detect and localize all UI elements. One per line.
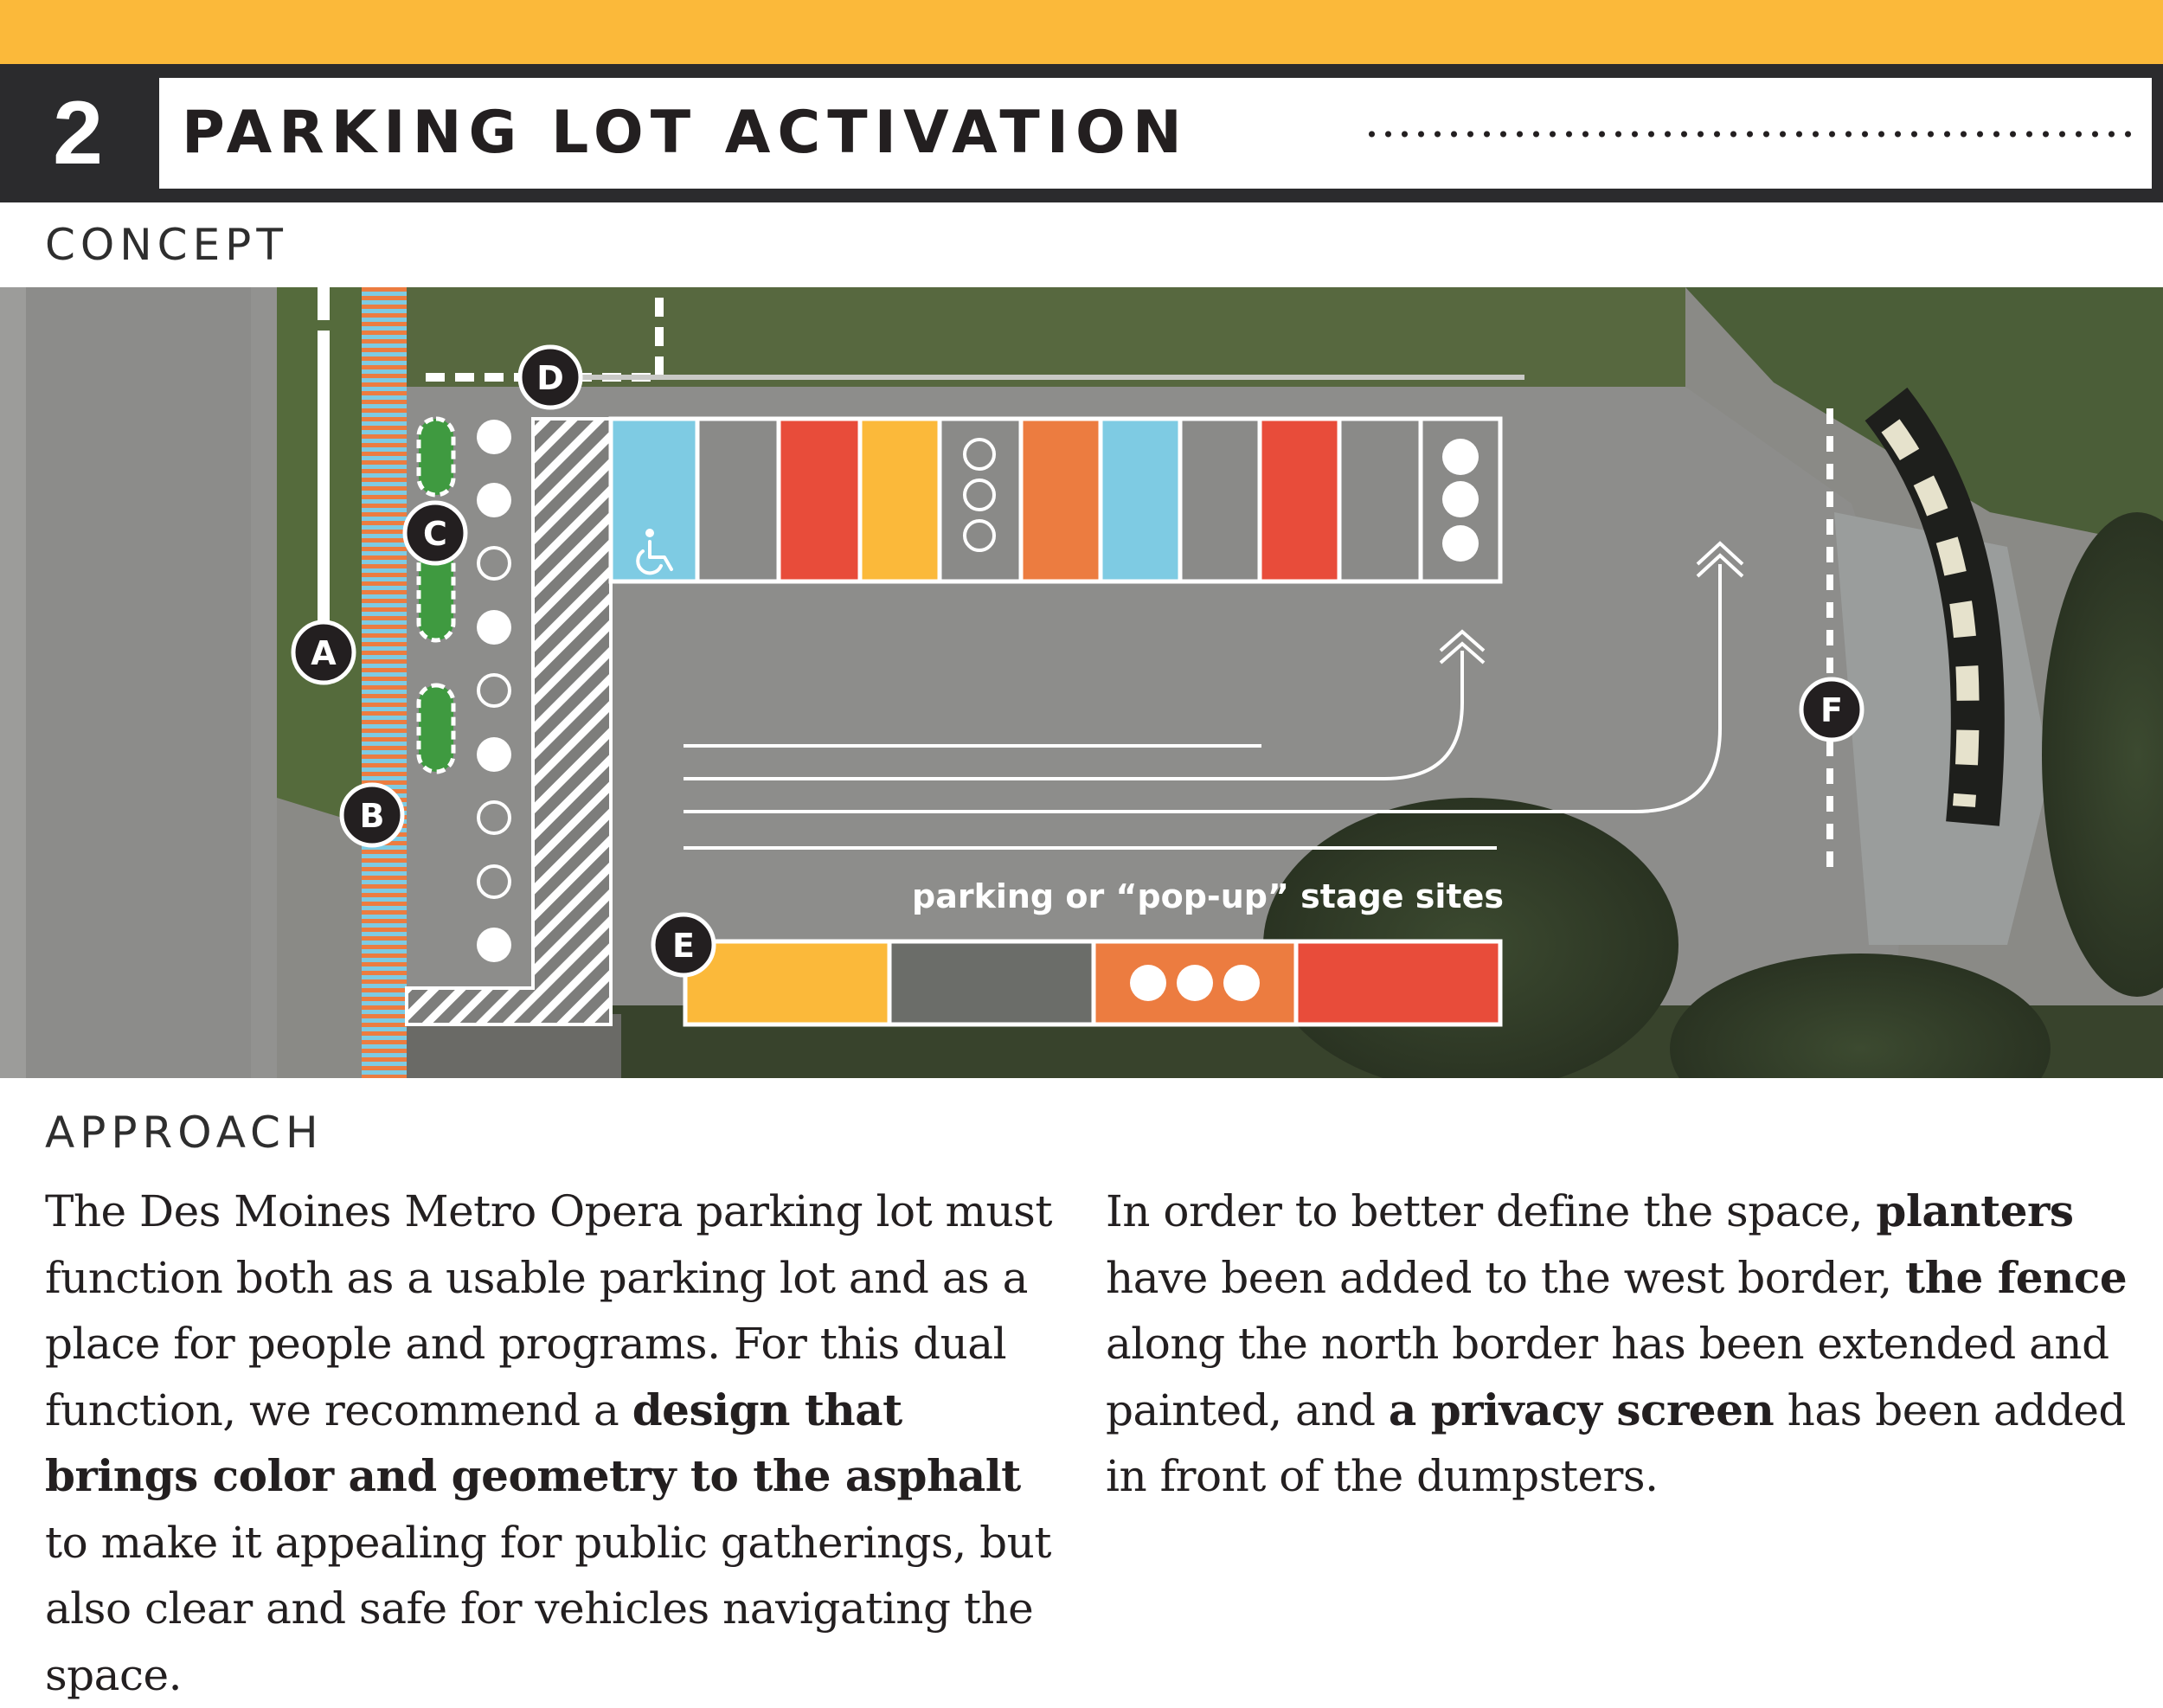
body-text-run: to make it appealing for public gatherings, but also clear and safe for vehicles navigating the space. xyxy=(45,1517,1051,1700)
body-text-run: have been added to the west border, xyxy=(1106,1252,1906,1303)
emphasis-text: design that brings color and geometry to the asphalt xyxy=(45,1384,1021,1501)
parking-row-top xyxy=(611,419,1500,581)
dot xyxy=(1442,439,1479,475)
popup-stage-row xyxy=(685,941,1500,1024)
title-dotted-rule xyxy=(1364,131,2138,138)
dot xyxy=(477,610,511,645)
stall xyxy=(1260,419,1339,581)
marker-b-striped-path xyxy=(359,287,407,1078)
dot xyxy=(477,928,511,962)
approach-paragraph-right xyxy=(1106,1178,2135,1510)
emphasis-text: the fence xyxy=(1905,1251,2128,1303)
body-text-run: along the north border has been extended and painted, and xyxy=(1106,1319,2109,1435)
approach-heading: APPROACH xyxy=(45,1108,324,1158)
stall xyxy=(940,419,1021,581)
marker-f-label: F xyxy=(1820,691,1843,729)
marker-c xyxy=(405,503,465,563)
stall xyxy=(1339,419,1421,581)
emphasis-text: a privacy screen xyxy=(1388,1384,1775,1435)
top-color-band xyxy=(0,0,2163,64)
popup-site xyxy=(889,941,1094,1024)
dot xyxy=(1223,965,1260,1001)
marker-f xyxy=(1801,679,1862,740)
marker-d-label: D xyxy=(536,359,564,397)
dot xyxy=(477,483,511,517)
popup-site xyxy=(685,941,889,1024)
marker-e-label: E xyxy=(672,927,695,965)
stall xyxy=(1021,419,1101,581)
section-number: 2 xyxy=(53,83,103,183)
street-lane xyxy=(26,287,251,1078)
title-box xyxy=(159,78,2152,189)
approach-paragraph-left xyxy=(45,1178,1057,1708)
marker-a xyxy=(293,622,354,683)
dot xyxy=(477,737,511,772)
page-title: PARKING LOT ACTIVATION xyxy=(182,99,1189,167)
concept-site-plan xyxy=(0,287,2163,1078)
marker-b xyxy=(342,785,402,845)
body-text-run: The Des Moines Metro Opera parking lot must function both as a usable parking lot and as a place for people and programs. For this dual function, we recommend a xyxy=(45,1186,1052,1435)
stall xyxy=(1180,419,1260,581)
dot xyxy=(1130,965,1166,1001)
dot xyxy=(1177,965,1213,1001)
planter-3 xyxy=(419,685,453,772)
marker-c-label: C xyxy=(423,515,447,553)
marker-a-label: A xyxy=(311,634,337,672)
stall xyxy=(860,419,940,581)
sidewalk-west xyxy=(0,287,26,1078)
marker-d xyxy=(520,347,581,408)
emphasis-text: planters xyxy=(1876,1185,2074,1236)
stall xyxy=(1101,419,1180,581)
popup-caption: parking or “pop-up” stage sites xyxy=(912,877,1504,915)
body-text-run: In order to better define the space, xyxy=(1106,1186,1877,1236)
stall xyxy=(697,419,779,581)
dot xyxy=(1442,481,1479,517)
body-text-run: has been added in front of the dumpsters. xyxy=(1106,1384,2126,1501)
planter-1 xyxy=(419,419,453,495)
dot xyxy=(1442,525,1479,562)
popup-site xyxy=(1296,941,1500,1024)
marker-e xyxy=(653,915,714,975)
concept-heading: CONCEPT xyxy=(45,220,288,270)
tree-south-a xyxy=(1263,798,1678,1078)
marker-b-label: B xyxy=(359,797,385,835)
dot xyxy=(477,420,511,454)
stall xyxy=(779,419,860,581)
